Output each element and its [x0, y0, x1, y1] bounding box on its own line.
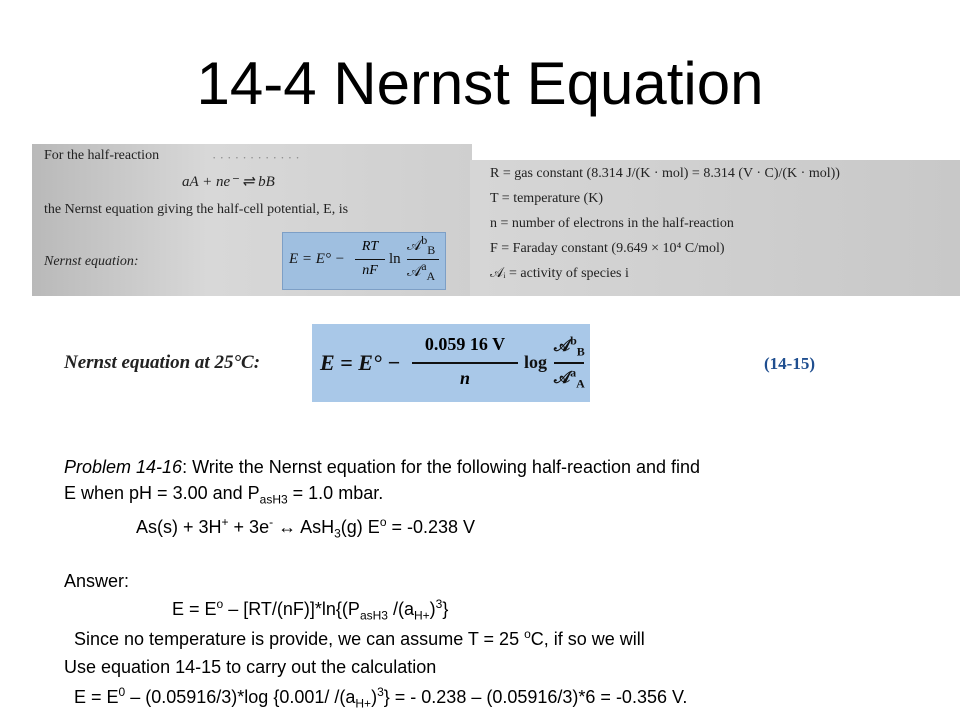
answer-calculation: $E = E^0 - (0.05916/3)*\log$ {0.001/ $/(a_{H+})^3$} = - 0.238 – (0.05916/3)*6 = -0.356 V.: [64, 685, 688, 711]
problem-line-2: E when pH = 3.00 and $P_{asH3} = 1.0$ mbar.: [64, 483, 384, 507]
activity-b: 𝒜$^b_B$: [407, 233, 436, 257]
nernst-lhs: E = E° −: [289, 251, 345, 267]
problem-line-1: Problem 14-16: Write the Nernst equation for the following half-reaction and find: [64, 457, 701, 477]
eq25-numerator: 0.059 16 V: [424, 334, 506, 354]
textbook-scan-right: [470, 160, 960, 296]
nernst-equation-box: [282, 232, 446, 290]
definition-r: R = gas constant (8.314 J/(K · mol) = 8.314 (V · C)/(K · mol)): [490, 166, 840, 181]
nernst-intro: the Nernst equation giving the half-cell potential, E, is: [44, 202, 349, 217]
definition-t: T = temperature (K): [490, 191, 603, 206]
nernst-denominator: nF: [362, 263, 378, 278]
answer-label: Answer:: [64, 571, 130, 591]
ln-text: ln: [389, 251, 401, 267]
definition-f: F = Faraday constant (9.649 × 10⁴ C/mol): [490, 241, 725, 256]
half-reaction: aA + ne⁻ ⇌ bB: [182, 174, 275, 190]
half-reaction-intro: For the half-reaction: [44, 148, 160, 163]
answer-line-2: Since no temperature is provide, we can assume T = 25 $^o$C, if so we will: [64, 627, 645, 649]
eq25-lhs: E = E° −: [320, 350, 401, 375]
answer-equation: $E = E^o - [RT/(nF)]*\ln\{(P_{asH3}$ $/(a_{H+})^3$}: [172, 597, 449, 623]
activity-a: 𝒜$^a_A$: [407, 259, 436, 283]
answer-line-3: Use equation 14-15 to carry out the calculation: [64, 657, 437, 677]
eq25-denominator: n: [459, 368, 470, 388]
nernst-numerator: RT: [361, 239, 379, 254]
eq25-log: log: [524, 352, 548, 372]
definition-n: n = number of electrons in the half-reaction: [490, 216, 734, 231]
slide-title: 14-4 Nernst Equation: [196, 50, 764, 117]
problem-reaction: As(s) + 3H+ + 3e- ↔ AsH$_3$(g) $E^o = -0.238$ V: [136, 515, 476, 541]
eq25-activity-a: 𝒜$^a_A$: [554, 365, 585, 391]
eq25-activity-b: 𝒜$^b_B$: [554, 333, 585, 359]
nernst-label: Nernst equation:: [44, 254, 139, 269]
nernst-25c-box: [312, 324, 590, 402]
textbook-scan-left: · · · · · · · · · · · · For the half-reaction aA + ne⁻ ⇌ bB the Nernst equation giving the half-cell potential, E, is Nernst equation:: [32, 144, 472, 296]
definition-a: 𝒜ᵢ = activity of species i: [490, 266, 629, 281]
nernst-25c-label: Nernst equation at 25°C:: [64, 352, 261, 373]
equation-number: (14-15): [764, 354, 815, 373]
